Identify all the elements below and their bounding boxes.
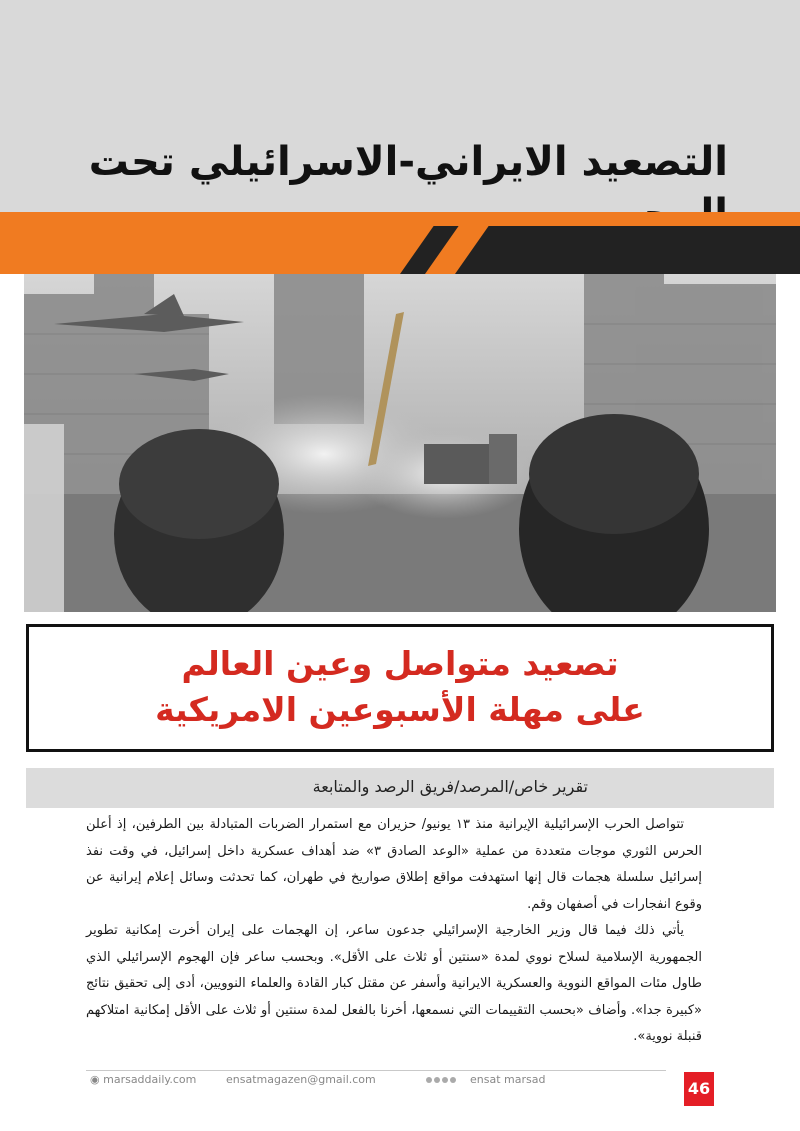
page-number-badge: 46	[684, 1072, 714, 1106]
instagram-icon[interactable]	[442, 1077, 448, 1083]
subtitle-box	[26, 624, 774, 752]
hero-photo-illustration	[24, 274, 776, 612]
byline-bar	[26, 768, 774, 808]
paragraph-1: تتواصل الحرب الإسرائيلية الإيرانية منذ ١٣ يونيو/ حزيران مع استمرار الضربات المتبادلة بين الطرفين، إذ أعلن الحرس الثوري موجات متعددة من عملية «الوعد الصادق ٣» ضد أهداف عسكرية داخل إسرائيل، في وقت نفذ إسرائيل سلسلة هجمات قال إنها استهدفت مواقع إطلاق صواريخ في طهران، كما تحدثت وسائل إعلام إيرانية عن وقوع انفجارات في أصفهان وقم.	[86, 817, 703, 912]
footer-email[interactable]: ensatmagazen@gmail.com	[226, 1073, 376, 1086]
byline: تقرير خاص/المرصد/فريق الرصد والمتابعة	[312, 777, 588, 796]
article-body	[86, 812, 702, 1051]
subtitle-line-1: تصعيد متواصل وعين العالم	[181, 644, 619, 683]
social-handle[interactable]: ensat marsad	[470, 1073, 546, 1086]
footer-divider	[86, 1070, 666, 1071]
hero-photo	[24, 274, 776, 612]
page-title: التصعيد الايراني-الاسرائيلي تحت	[88, 139, 728, 185]
footer-website[interactable]	[90, 1073, 196, 1086]
subtitle-line-2: على مهلة الأسبوعين الامريكية	[155, 690, 645, 729]
website-text: marsaddaily.com	[103, 1073, 197, 1086]
paragraph-2: يأتي ذلك فيما قال وزير الخارجية الإسرائيلي جدعون ساعر، إن الهجمات على إيران أخرت إمكانية تطوير الجمهورية الإسلامية لسلاح نووي لمدة «سنتين أو ثلاث على الأقل». وبحسب ساعر فإن الهجوم الإسرائيلي الذي طاول مئات المواقع النووية والعسكرية الايرانية وأسفر عن مقتل كبار القادة والعلماء النوويين، أدى إلى تحقيق نتائج «كبيرة جدا». وأضاف «بحسب التقييمات التي نسمعها، أخرنا بالفعل لمدة سنتين أو ثلاث على الأقل إمكانية امتلاكهم قنبلة نووية».	[86, 923, 702, 1044]
globe-icon: ◉	[90, 1073, 100, 1086]
social-icons	[426, 1073, 458, 1086]
youtube-icon[interactable]	[450, 1077, 456, 1083]
decorative-stripe	[0, 212, 800, 274]
facebook-icon[interactable]	[426, 1077, 432, 1083]
twitter-icon[interactable]	[434, 1077, 440, 1083]
